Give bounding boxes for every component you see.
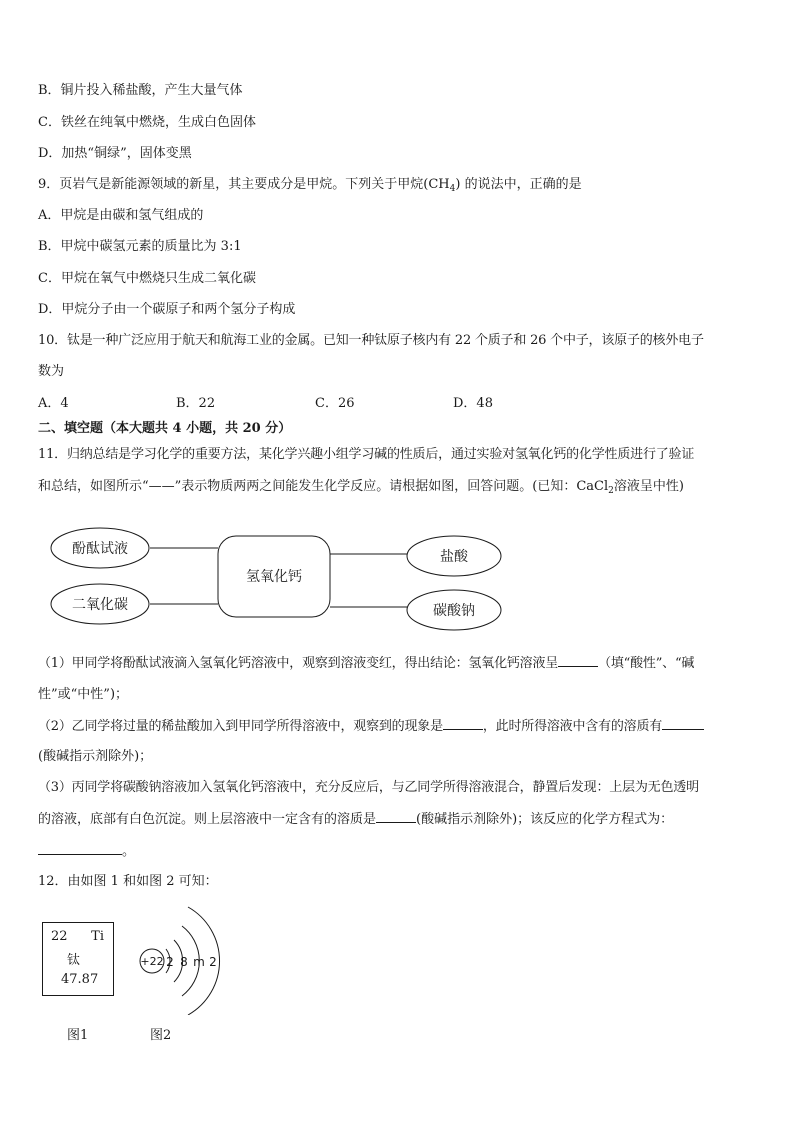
q9-stem-part1: 9．页岩气是新能源领域的新星，其主要成分是甲烷。下列关于甲烷(CH [38,177,450,192]
answer-blank[interactable] [38,842,122,855]
q11-stem-part1: 和总结，如图所示“——”表示物质两两之间能发生化学反应。请根据如图，回答问题。(已知：CaCl [38,479,609,494]
q10-stem-line1: 10．钛是一种广泛应用于航天和航海工业的金属。已知一种钛原子核内有 22 个质子和 26 个中子，该原子的核外电子 [38,333,704,348]
q9-stem [38,176,582,198]
label-phenolphthalein: 酚酞试液 [72,541,128,557]
q11-part2-text: （2）乙同学将过量的稀盐酸加入到甲同学所得溶液中，观察到的现象是 [38,719,443,734]
q11-subscript: 2 [608,486,614,496]
reaction-diagram [40,520,510,645]
q9-subscript: 4 [449,184,456,194]
shell-4-electrons: 2 [209,955,217,969]
q11-stem-line1: 11．归纳总结是学习化学的重要方法，某化学兴趣小组学习碱的性质后，通过实验对氢氧化钙的化学性质进行了验证 [38,447,695,462]
q9-option-c: C．甲烷在氧气中燃烧只生成二氧化碳 [38,271,256,286]
q11-part2-text2: ，此时所得溶液中含有的溶质有 [482,719,663,734]
q11-part3-line3 [38,842,135,861]
figure-1-caption: 图1 [67,1028,89,1043]
q8-option-b: B．铜片投入稀盐酸，产生大量气体 [38,83,243,98]
q11-stem-line2 [38,478,684,500]
figure-2-caption: 图2 [150,1028,172,1043]
nucleus-charge: +22 [140,955,164,968]
reaction-diagram-svg [40,520,510,645]
q11-part3-end: 。 [122,844,136,859]
atomic-number: 22 [51,929,68,944]
answer-blank[interactable] [376,810,416,823]
shell-2-electrons: 8 [180,955,188,969]
label-hcl: 盐酸 [440,549,468,565]
element-symbol: Ti [91,929,104,944]
shell-3-electrons: m [193,955,205,969]
label-co2: 二氧化碳 [72,597,128,613]
answer-blank[interactable] [558,654,598,667]
q9-option-a: A．甲烷是由碳和氢气组成的 [38,208,204,223]
q10-option-c: C．26 [315,396,355,411]
q11-part2-line2: (酸碱指示剂除外)； [38,749,153,764]
q11-part1-hint: （填“酸性”、“碱 [598,656,695,671]
q11-part3-line2 [38,810,673,829]
atom-structure [130,895,230,1015]
q8-option-c: C．铁丝在纯氧中燃烧，生成白色固体 [38,115,256,130]
label-na2co3: 碳酸钠 [433,603,475,619]
q10-option-d: D．48 [453,396,493,411]
element-cell [42,922,114,996]
q11-part3-text: 的溶液，底部有白色沉淀。则上层溶液中一定含有的溶质是 [38,812,377,827]
q8-option-d: D．加热“铜绿”，固体变黑 [38,146,192,161]
q12-stem: 12．由如图 1 和如图 2 可知： [38,874,218,889]
q11-stem-part2: 溶液呈中性) [613,479,684,494]
q9-option-b: B．甲烷中碳氢元素的质量比为 3:1 [38,239,242,254]
q11-part3-line1: （3）丙同学将碳酸钠溶液加入氢氧化钙溶液中，充分反应后，与乙同学所得溶液混合，静置后发现：上层为无色透明 [38,780,699,795]
q10-stem-line2: 数为 [38,364,65,379]
label-calcium-hydroxide: 氢氧化钙 [246,569,302,585]
answer-blank[interactable] [662,717,704,730]
q11-part1-text: （1）甲同学将酚酞试液滴入氢氧化钙溶液中，观察到溶液变红，得出结论：氢氧化钙溶液呈 [38,656,559,671]
q11-part1-line1 [38,654,694,673]
element-name: 钛 [67,953,81,968]
q10-option-a: A．4 [38,396,69,411]
q10-option-b: B．22 [176,396,216,411]
section-heading: 二、填空题（本大题共 4 小题，共 20 分） [38,421,292,436]
q11-part2-line1 [38,717,704,736]
q11-part1-line2: 性”或“中性”)； [38,687,129,702]
q11-part3-text2: (酸碱指示剂除外)；该反应的化学方程式为： [416,812,674,827]
q9-option-d: D．甲烷分子由一个碳原子和两个氢分子构成 [38,302,296,317]
atomic-mass: 47.87 [61,972,99,987]
answer-blank[interactable] [443,717,483,730]
q9-stem-part2: ) 的说法中，正确的是 [455,177,582,192]
shell-1-electrons: 2 [166,955,174,969]
atom-structure-svg [130,895,230,1015]
